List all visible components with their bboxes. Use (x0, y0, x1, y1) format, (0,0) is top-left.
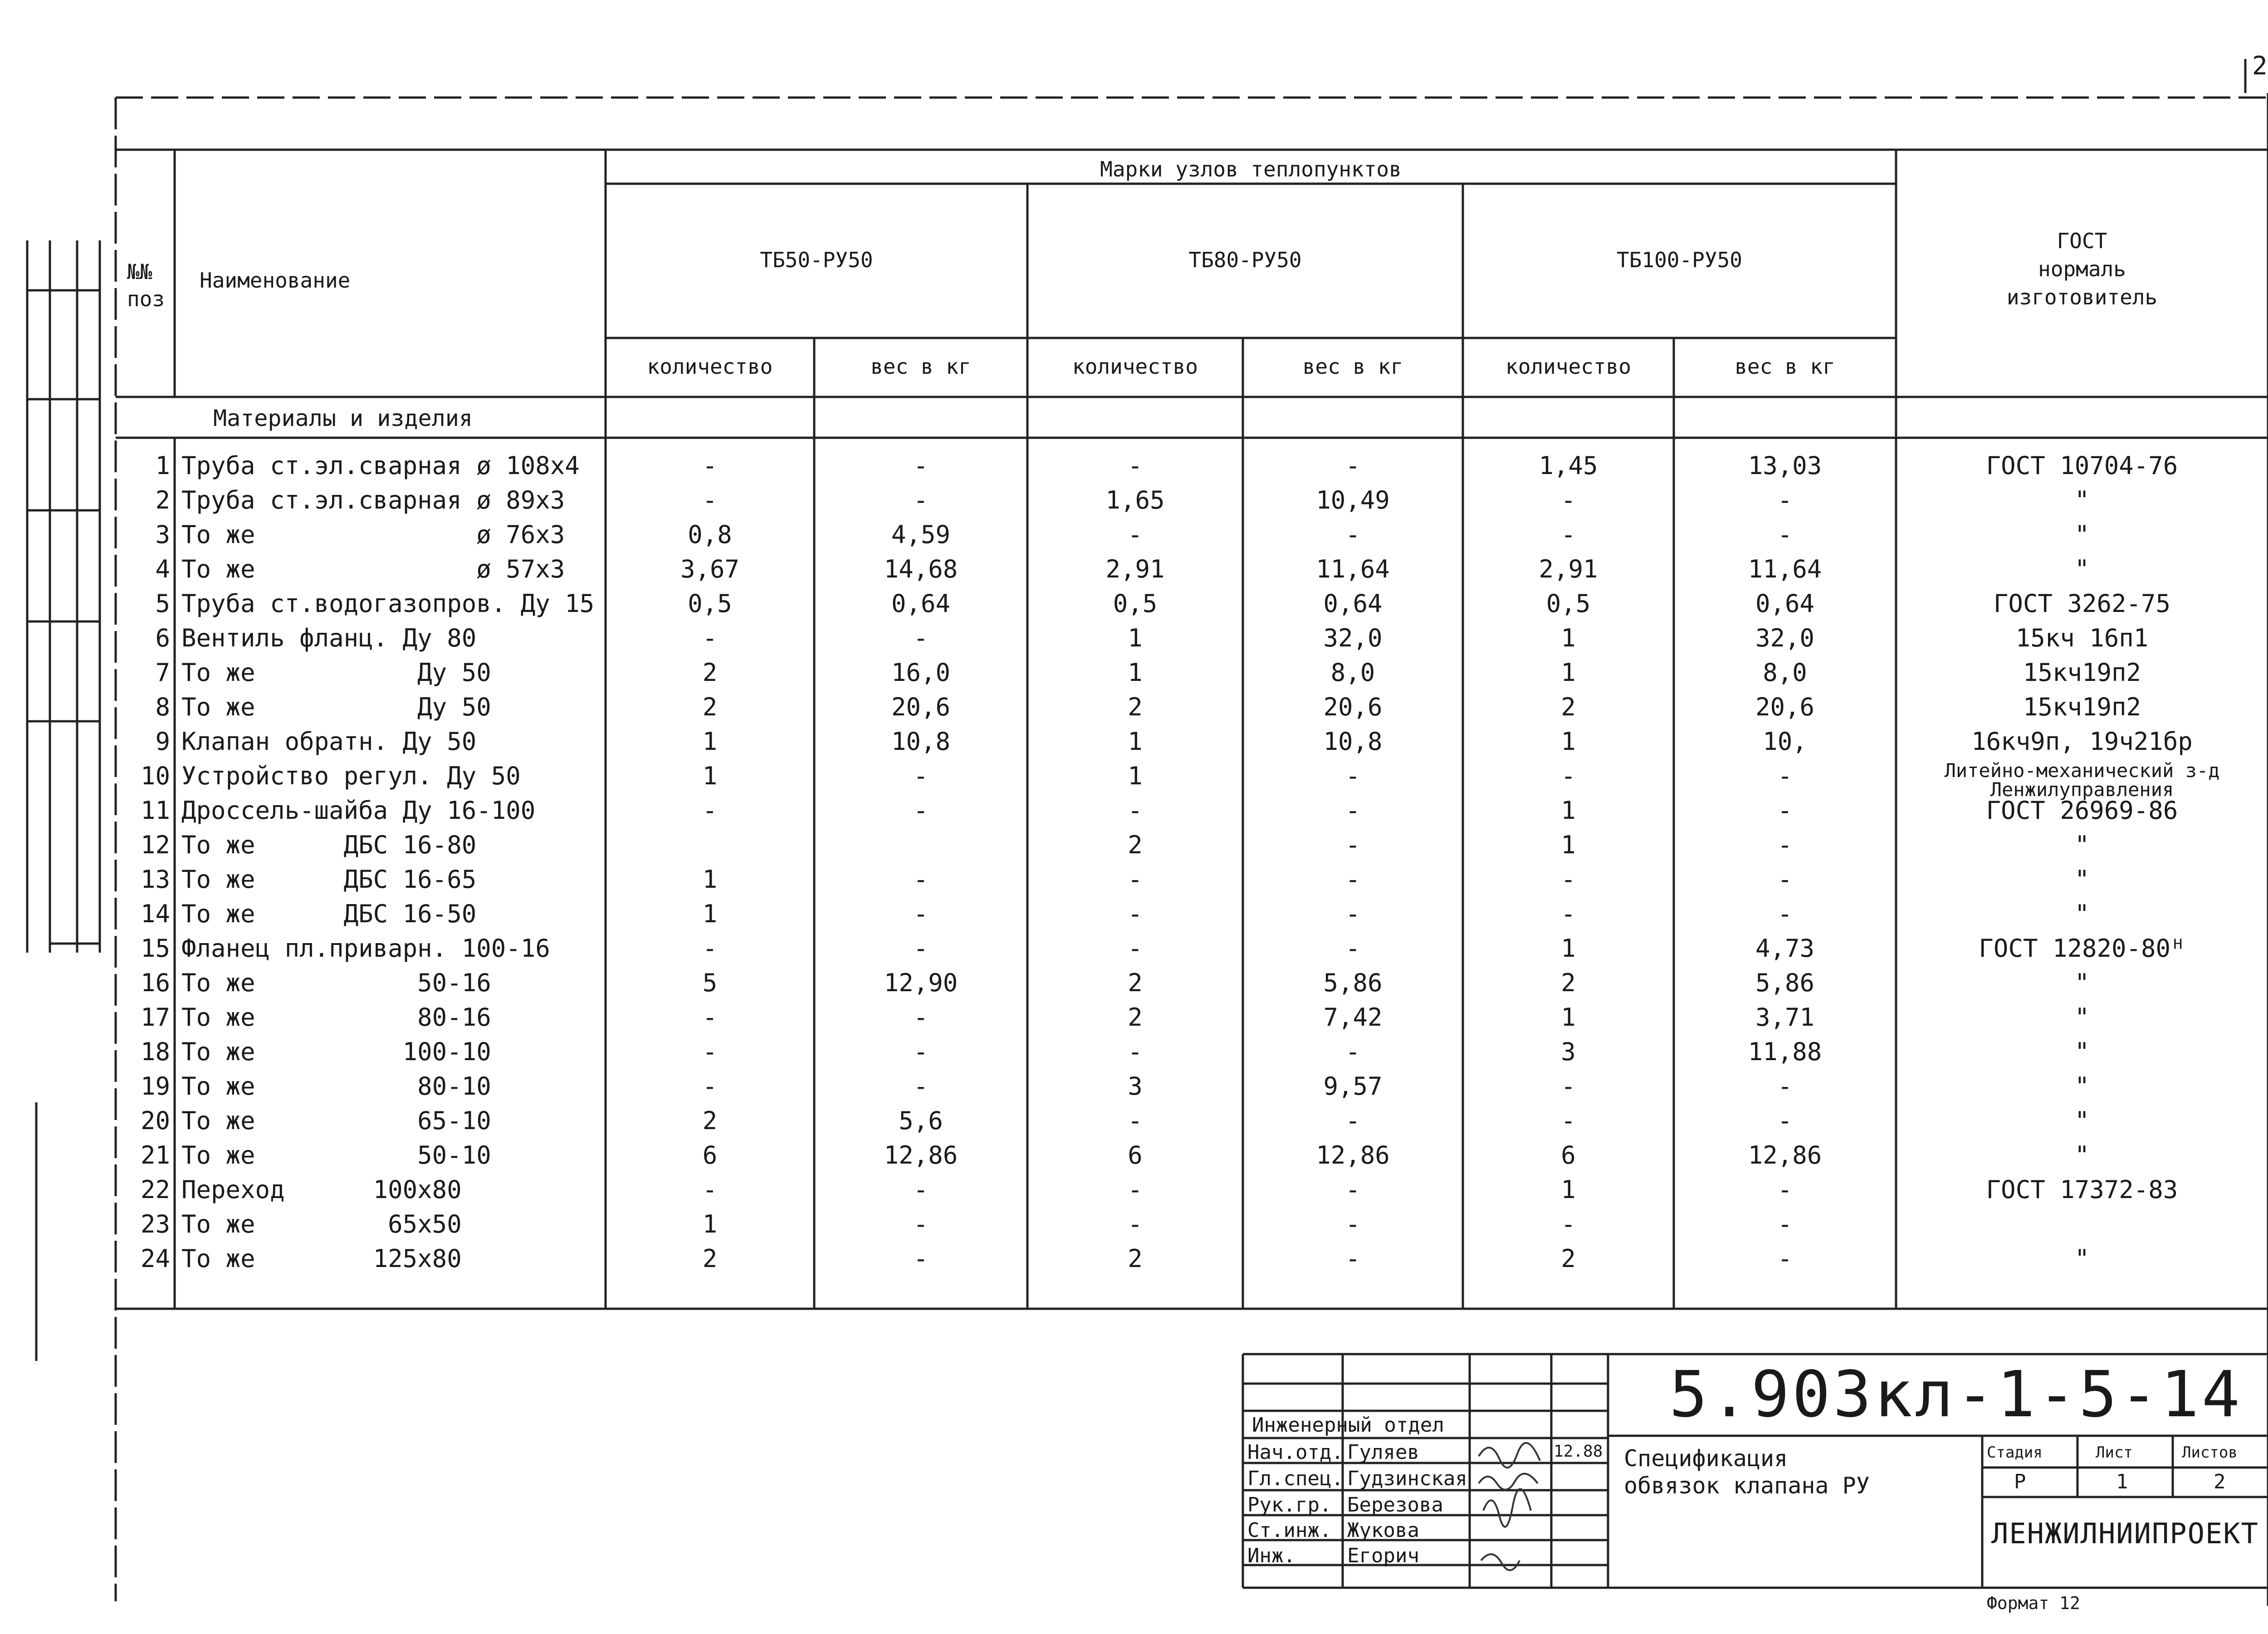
cell-w3: - (1777, 762, 1793, 790)
cell-w3: 0,64 (1755, 589, 1815, 618)
cell-q1: 2 (702, 1106, 718, 1135)
cell-q2: 1 (1128, 658, 1143, 687)
cell-q1: 2 (702, 1244, 718, 1273)
cell-q3: - (1561, 1072, 1576, 1101)
staff-name-4: Жукова (1347, 1519, 1419, 1542)
cell-name: Клапан обратн. Ду 50 (181, 727, 477, 756)
cell-pos: 16 (140, 969, 170, 997)
cell-q3: 0,5 (1546, 589, 1591, 618)
cell-name: Дроссель-шайба Ду 16-100 (181, 796, 536, 825)
cell-w3: 10, (1763, 727, 1807, 756)
cell-q1: - (702, 486, 718, 514)
cell-w2: - (1345, 1106, 1360, 1135)
cell-w3: - (1777, 1244, 1793, 1273)
cell-w3: 12,86 (1748, 1141, 1822, 1169)
cell-w3: - (1777, 796, 1793, 825)
cell-q3: - (1561, 1106, 1576, 1135)
cell-gost: " (2074, 1072, 2090, 1101)
cell-w1: - (913, 762, 929, 790)
cell-w2: 10,49 (1316, 486, 1390, 514)
page-number: 2 (2252, 51, 2268, 81)
header-weight-3: вес в кг (1735, 354, 1835, 379)
cell-w3: 20,6 (1755, 693, 1815, 721)
cell-q3: 1 (1561, 658, 1576, 687)
cell-q3: 1 (1561, 831, 1576, 859)
cell-w1: - (913, 934, 929, 963)
cell-name: То же 50-10 (181, 1141, 491, 1169)
staff-role-1: Нач.отд. (1247, 1441, 1344, 1464)
cell-q1: 6 (702, 1141, 718, 1169)
cell-q3: 1 (1561, 1003, 1576, 1032)
cell-name: То же 100-10 (181, 1037, 491, 1066)
cell-w2: - (1345, 796, 1360, 825)
header-qty-1: количество (647, 354, 773, 379)
staff-name-3: Березова (1347, 1493, 1443, 1517)
cell-pos: 2 (155, 486, 170, 514)
header-unit-3: ТБ100-РУ50 (1617, 248, 1742, 272)
cell-q2: - (1128, 520, 1143, 549)
cell-w3: - (1777, 1210, 1793, 1238)
cell-w1: - (913, 865, 929, 894)
cell-q2: - (1128, 934, 1143, 963)
cell-name: То же ДБС 16-80 (181, 831, 477, 859)
staff-role-5: Инж. (1247, 1544, 1295, 1567)
cell-w1: - (913, 1244, 929, 1273)
cell-gost: " (2074, 865, 2090, 894)
cell-name: То же ø 57х3 (181, 555, 565, 583)
cell-w1: - (913, 1210, 929, 1238)
cell-pos: 8 (155, 693, 170, 721)
cell-pos: 13 (140, 865, 170, 894)
cell-q3: 2 (1561, 969, 1576, 997)
cell-gost: " (2074, 1244, 2090, 1273)
cell-q2: - (1128, 900, 1143, 928)
cell-q2: 2 (1128, 831, 1143, 859)
cell-w3: - (1777, 1072, 1793, 1101)
cell-q2: - (1128, 796, 1143, 825)
cell-q1: - (702, 624, 718, 652)
cell-q2: - (1128, 1175, 1143, 1204)
cell-q1: - (702, 1175, 718, 1204)
cell-name: Фланец пл.приварн. 100-16 (181, 934, 550, 963)
cell-pos: 4 (155, 555, 170, 583)
cell-w1: - (913, 486, 929, 514)
cell-pos: 20 (140, 1106, 170, 1135)
cell-name: То же 50-16 (181, 969, 491, 997)
cell-gost: ГОСТ 26969-86 (1986, 796, 2178, 825)
cell-w1: 12,90 (884, 969, 958, 997)
cell-q3: - (1561, 865, 1576, 894)
sheets-value: 2 (2214, 1470, 2226, 1493)
cell-name: Труба ст.водогазопров. Ду 15 (181, 589, 595, 618)
cell-pos: 11 (140, 796, 170, 825)
cell-w3: 13,03 (1748, 451, 1822, 480)
cell-w1: - (913, 624, 929, 652)
cell-pos: 1 (155, 451, 170, 480)
doc-title: Спецификация обвязок клапана РУ (1624, 1445, 1870, 1499)
cell-gost: " (2074, 1037, 2090, 1066)
header-weight-1: вес в кг (870, 354, 971, 379)
cell-q1: - (702, 796, 718, 825)
cell-q2: - (1128, 1210, 1143, 1238)
cell-q1: 2 (702, 658, 718, 687)
cell-w1: 12,86 (884, 1141, 958, 1169)
cell-w2: - (1345, 762, 1360, 790)
sheet-label: Лист (2096, 1443, 2133, 1462)
cell-q1: - (702, 451, 718, 480)
cell-q2: 2 (1128, 1244, 1143, 1273)
cell-w2: 11,64 (1316, 555, 1390, 583)
staff-role-2: Гл.спец. (1247, 1467, 1344, 1490)
cell-gost: " (2074, 1003, 2090, 1032)
cell-q3: - (1561, 520, 1576, 549)
cell-w2: - (1345, 934, 1360, 963)
cell-w1: - (913, 900, 929, 928)
cell-name: То же 65-10 (181, 1106, 491, 1135)
cell-pos: 21 (140, 1141, 170, 1169)
cell-q3: 1 (1561, 796, 1576, 825)
cell-gost: " (2074, 555, 2090, 583)
cell-gost: Литейно-механический з-д Ленжилуправления (1944, 759, 2220, 801)
cell-q3: 1 (1561, 727, 1576, 756)
cell-w2: 9,57 (1323, 1072, 1383, 1101)
cell-name: То же Ду 50 (181, 693, 491, 721)
cell-pos: 10 (140, 762, 170, 790)
cell-w1: 16,0 (891, 658, 951, 687)
cell-name: То же ø 76х3 (181, 520, 565, 549)
cell-w1: 20,6 (891, 693, 951, 721)
cell-name: То же Ду 50 (181, 658, 491, 687)
cell-name: То же 65х50 (181, 1210, 462, 1238)
sheets-label: Листов (2182, 1443, 2238, 1462)
cell-w2: 8,0 (1330, 658, 1375, 687)
section-title: Материалы и изделия (213, 405, 473, 431)
cell-q3: 2 (1561, 693, 1576, 721)
cell-q1: - (702, 1003, 718, 1032)
cell-q3: - (1561, 900, 1576, 928)
cell-q2: - (1128, 1106, 1143, 1135)
cell-q2: 1 (1128, 624, 1143, 652)
cell-w1: 14,68 (884, 555, 958, 583)
cell-w2: - (1345, 1037, 1360, 1066)
cell-pos: 18 (140, 1037, 170, 1066)
cell-w3: - (1777, 1175, 1793, 1204)
header-qty-2: количество (1072, 354, 1198, 379)
cell-w3: - (1777, 900, 1793, 928)
cell-q2: 1,65 (1105, 486, 1165, 514)
cell-gost: " (2074, 1141, 2090, 1169)
cell-w2: - (1345, 520, 1360, 549)
cell-q3: 1 (1561, 934, 1576, 963)
cell-pos: 5 (155, 589, 170, 618)
cell-w3: - (1777, 486, 1793, 514)
cell-q2: - (1128, 451, 1143, 480)
stage-label: Стадия (1987, 1443, 2043, 1462)
cell-q2: 3 (1128, 1072, 1143, 1101)
cell-gost: 15кч19п2 (2023, 658, 2141, 687)
format-label: Формат 12 (1987, 1593, 2080, 1613)
header-group-title: Марки узлов теплопунктов (1100, 157, 1402, 181)
cell-q1: - (702, 934, 718, 963)
cell-q1: - (702, 1037, 718, 1066)
cell-gost: 16кч9п, 19ч21бр (1971, 727, 2193, 756)
cell-w2: - (1345, 1210, 1360, 1238)
cell-q1: 1 (702, 762, 718, 790)
cell-name: Устройство регул. Ду 50 (181, 762, 521, 790)
dept-name: Инженерный отдел (1252, 1414, 1444, 1437)
cell-w2: 32,0 (1323, 624, 1383, 652)
cell-w1: - (913, 1175, 929, 1204)
cell-gost: 15кч 16п1 (2015, 624, 2149, 652)
cell-q1: 2 (702, 693, 718, 721)
cell-q1: 0,8 (688, 520, 732, 549)
cell-w2: - (1345, 831, 1360, 859)
cell-q2: 6 (1128, 1141, 1143, 1169)
cell-w1: 0,64 (891, 589, 951, 618)
cell-q1: 1 (702, 1210, 718, 1238)
cell-pos: 7 (155, 658, 170, 687)
staff-name-5: Егорич (1347, 1544, 1419, 1567)
cell-name: Переход 100х80 (181, 1175, 462, 1204)
cell-w2: 12,86 (1316, 1141, 1390, 1169)
header-unit-1: ТБ50-РУ50 (760, 248, 873, 272)
cell-w2: 0,64 (1323, 589, 1383, 618)
cell-pos: 23 (140, 1210, 170, 1238)
stage-value: Р (2014, 1470, 2026, 1493)
cell-q3: 2 (1561, 1244, 1576, 1273)
cell-w2: 7,42 (1323, 1003, 1383, 1032)
cell-w2: - (1345, 451, 1360, 480)
header-unit-2: ТБ80-РУ50 (1188, 248, 1302, 272)
header-pos: №№ поз (127, 259, 165, 311)
cell-q1: 3,67 (680, 555, 740, 583)
cell-q3: 1 (1561, 1175, 1576, 1204)
cell-w1: - (913, 1072, 929, 1101)
cell-pos: 24 (140, 1244, 170, 1273)
cell-gost: ГОСТ 3262-75 (1993, 589, 2171, 618)
cell-gost: " (2074, 831, 2090, 859)
cell-gost: ГОСТ 17372-83 (1986, 1175, 2178, 1204)
header-name: Наименование (200, 268, 351, 293)
cell-w3: 11,88 (1748, 1037, 1822, 1066)
cell-q3: 2,91 (1539, 555, 1598, 583)
cell-q3: 1,45 (1539, 451, 1598, 480)
cell-w1: 10,8 (891, 727, 951, 756)
cell-gost: ГОСТ 10704-76 (1986, 451, 2178, 480)
cell-w1: - (913, 1003, 929, 1032)
cell-q2: 2,91 (1105, 555, 1165, 583)
staff-name-2: Гудзинская (1347, 1467, 1467, 1490)
cell-name: Труба ст.эл.сварная ø 89х3 (181, 486, 565, 514)
cell-w2: - (1345, 900, 1360, 928)
header-qty-3: количество (1505, 354, 1631, 379)
cell-q3: - (1561, 1210, 1576, 1238)
cell-w3: - (1777, 831, 1793, 859)
cell-w3: 4,73 (1755, 934, 1815, 963)
cell-gost: ГОСТ 12820-80ᴴ (1979, 934, 2185, 963)
cell-w1: - (913, 451, 929, 480)
cell-w3: 32,0 (1755, 624, 1815, 652)
cell-w1: 4,59 (891, 520, 951, 549)
cell-q1: 1 (702, 900, 718, 928)
cell-pos: 14 (140, 900, 170, 928)
doc-designation: 5.903кл-1-5-14 (1669, 1358, 2243, 1432)
cell-pos: 15 (140, 934, 170, 963)
cell-pos: 9 (155, 727, 170, 756)
cell-gost: " (2074, 1106, 2090, 1135)
org-name: ЛЕНЖИЛНИИПРОЕКТ (1991, 1517, 2259, 1550)
cell-w3: - (1777, 865, 1793, 894)
cell-q3: 1 (1561, 624, 1576, 652)
cell-gost: " (2074, 969, 2090, 997)
cell-name: То же 125х80 (181, 1244, 462, 1273)
cell-w2: - (1345, 1244, 1360, 1273)
cell-w3: 11,64 (1748, 555, 1822, 583)
cell-w3: - (1777, 1106, 1793, 1135)
cell-name: То же ДБС 16-65 (181, 865, 477, 894)
cell-w3: 3,71 (1755, 1003, 1815, 1032)
cell-gost: " (2074, 486, 2090, 514)
cell-w1: - (913, 796, 929, 825)
header-gost: ГОСТ нормаль изготовитель (2006, 229, 2158, 310)
cell-w2: 10,8 (1323, 727, 1383, 756)
cell-q3: - (1561, 486, 1576, 514)
cell-gost: " (2074, 520, 2090, 549)
cell-q2: 2 (1128, 969, 1143, 997)
cell-q2: 0,5 (1113, 589, 1158, 618)
staff-role-3: Рук.гр. (1247, 1493, 1332, 1517)
cell-q1: - (702, 1072, 718, 1101)
cell-w3: 5,86 (1755, 969, 1815, 997)
cell-name: То же 80-10 (181, 1072, 491, 1101)
cell-w2: - (1345, 865, 1360, 894)
cell-name: То же ДБС 16-50 (181, 900, 477, 928)
cell-q1: 1 (702, 727, 718, 756)
cell-q2: 1 (1128, 727, 1143, 756)
cell-w1: 5,6 (899, 1106, 943, 1135)
cell-q2: 1 (1128, 762, 1143, 790)
cell-q3: - (1561, 762, 1576, 790)
cell-w2: 5,86 (1323, 969, 1383, 997)
cell-q2: - (1128, 865, 1143, 894)
cell-w1: - (913, 1037, 929, 1066)
cell-name: Труба ст.эл.сварная ø 108х4 (181, 451, 580, 480)
cell-q1: 5 (702, 969, 718, 997)
cell-q3: 6 (1561, 1141, 1576, 1169)
staff-date-1: 12.88 (1554, 1442, 1603, 1461)
cell-pos: 17 (140, 1003, 170, 1032)
cell-q1: 1 (702, 865, 718, 894)
staff-name-1: Гуляев (1347, 1441, 1419, 1464)
cell-pos: 6 (155, 624, 170, 652)
staff-role-4: Ст.инж. (1247, 1519, 1332, 1542)
cell-pos: 3 (155, 520, 170, 549)
cell-name: То же 80-16 (181, 1003, 491, 1032)
cell-q2: 2 (1128, 693, 1143, 721)
cell-w2: 20,6 (1323, 693, 1383, 721)
cell-q2: - (1128, 1037, 1143, 1066)
cell-name: Вентиль фланц. Ду 80 (181, 624, 477, 652)
cell-w3: 8,0 (1763, 658, 1807, 687)
cell-gost: 15кч19п2 (2023, 693, 2141, 721)
cell-pos: 22 (140, 1175, 170, 1204)
cell-pos: 12 (140, 831, 170, 859)
header-weight-2: вес в кг (1302, 354, 1403, 379)
cell-pos: 19 (140, 1072, 170, 1101)
cell-q1: 0,5 (688, 589, 732, 618)
cell-q2: 2 (1128, 1003, 1143, 1032)
cell-w2: - (1345, 1175, 1360, 1204)
cell-gost: " (2074, 900, 2090, 928)
sheet-value: 1 (2116, 1470, 2128, 1493)
cell-w3: - (1777, 520, 1793, 549)
cell-q3: 3 (1561, 1037, 1576, 1066)
